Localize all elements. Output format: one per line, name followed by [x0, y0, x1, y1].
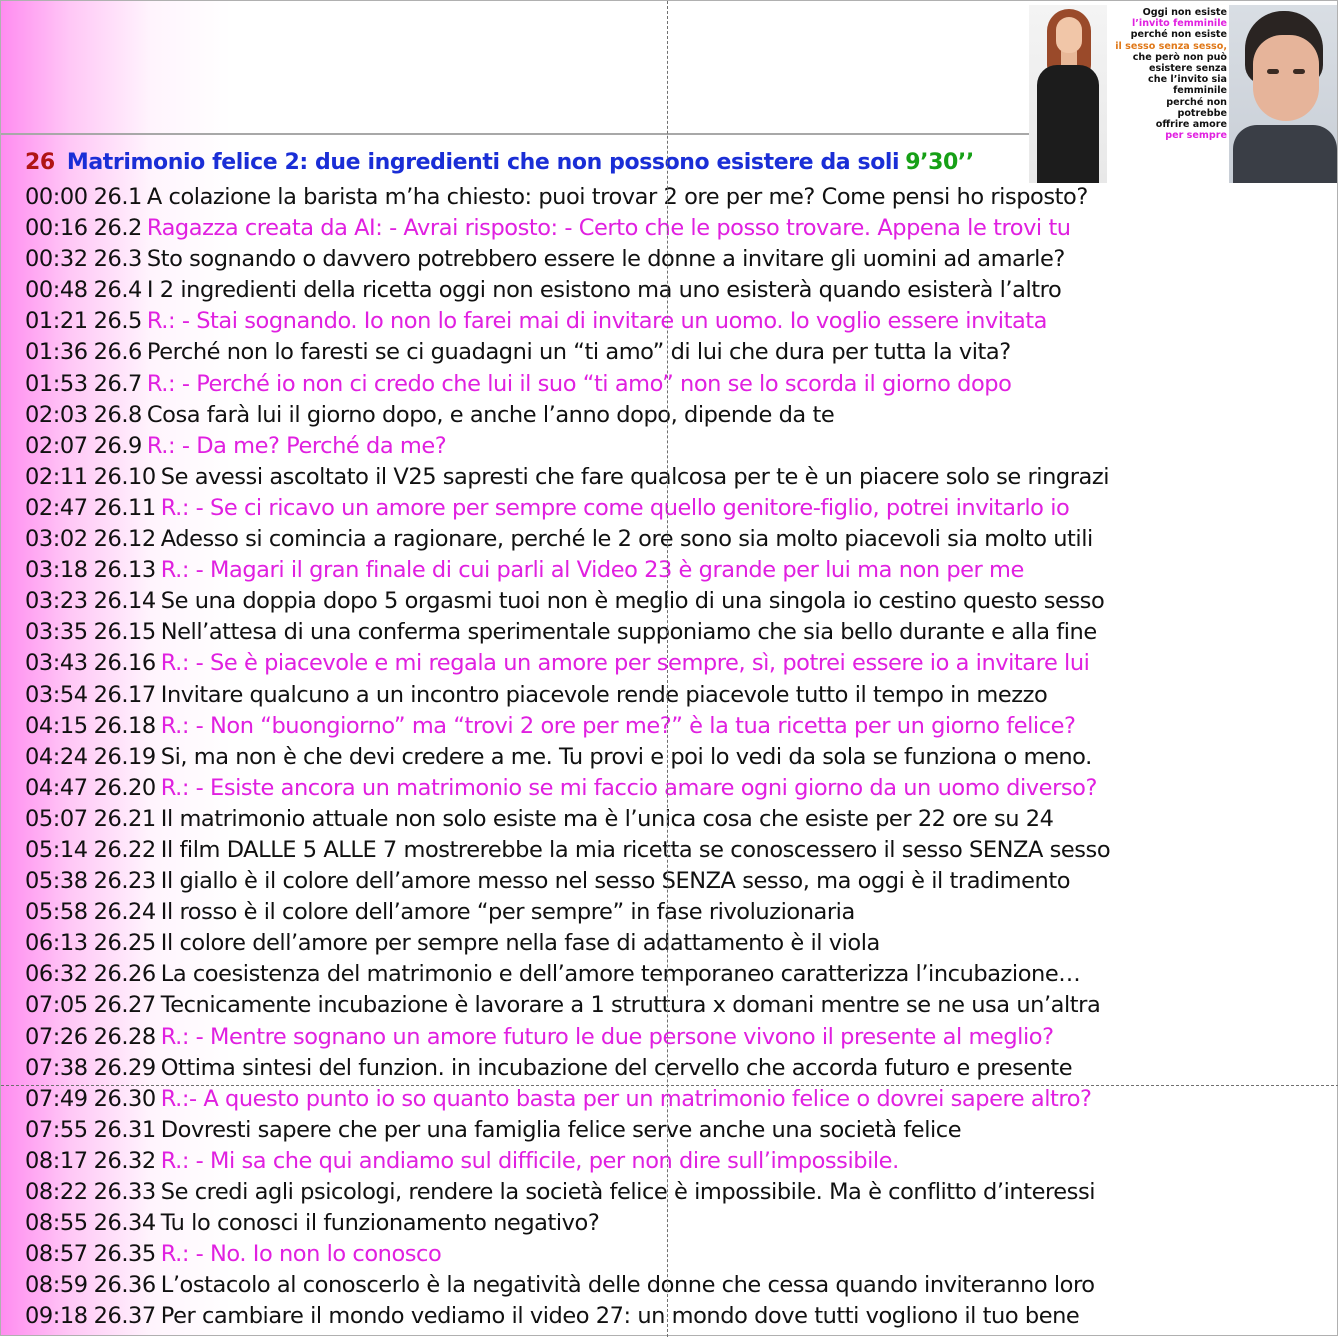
line-timestamp: 07:38	[25, 1054, 88, 1081]
speaker-text: Se avessi ascoltato il V25 sapresti che fare qualcosa per te è un piacere solo se ringrazi	[160, 463, 1110, 490]
transcript-line	[25, 493, 1110, 524]
speaker-text: Per cambiare il mondo vediamo il video 27: un mondo dove tutti vogliono il tuo bene	[160, 1303, 1080, 1330]
line-number: 26.11	[93, 494, 156, 521]
speaker-text: Il colore dell’amore per sempre nella fase di adattamento è il viola	[160, 930, 880, 957]
line-timestamp: 05:07	[25, 805, 88, 832]
line-number: 26.20	[93, 774, 156, 801]
line-number: 26.2	[93, 215, 142, 242]
speaker-text: La coesistenza del matrimonio e dell’amore temporaneo caratterizza l’incubazione…	[160, 961, 1081, 988]
transcript-line	[25, 835, 1110, 866]
line-timestamp: 02:11	[25, 463, 88, 490]
line-timestamp: 04:24	[25, 743, 88, 770]
page-title	[25, 149, 974, 177]
transcript-line	[25, 524, 1110, 555]
line-number: 26.19	[93, 743, 156, 770]
thumbnail-caption	[1109, 7, 1227, 183]
line-number: 26.29	[93, 1054, 156, 1081]
line-timestamp: 02:07	[25, 432, 88, 459]
line-number: 26.7	[93, 370, 142, 397]
transcript-line	[25, 617, 1110, 648]
line-timestamp: 03:43	[25, 650, 88, 677]
speaker-text: Sto sognando o davvero potrebbero essere le donne a invitare gli uomini ad amarle?	[146, 246, 1065, 273]
ai-reply-text: R.: - Mi sa che qui andiamo sul difficile, per non dire sull’impossibile.	[160, 1147, 899, 1174]
line-timestamp: 07:49	[25, 1085, 88, 1112]
transcript-list	[25, 182, 1110, 1332]
transcript-line	[25, 1115, 1110, 1146]
transcript-line	[25, 990, 1110, 1021]
line-number: 26.26	[93, 961, 156, 988]
transcript-line	[25, 897, 1110, 928]
line-timestamp: 03:54	[25, 681, 88, 708]
speaker-text: Il rosso è il colore dell’amore “per sempre” in fase rivoluzionaria	[160, 899, 855, 926]
line-number: 26.21	[93, 805, 156, 832]
line-timestamp: 00:48	[25, 277, 88, 304]
line-number: 26.1	[93, 184, 142, 210]
line-timestamp: 02:03	[25, 401, 88, 428]
line-number: 26.3	[93, 246, 142, 273]
line-number: 26.37	[93, 1303, 156, 1330]
line-timestamp: 03:35	[25, 619, 88, 646]
ai-reply-text: R.: - Esiste ancora un matrimonio se mi faccio amare ogni giorno da un uomo diverso?	[160, 774, 1097, 801]
ai-reply-text: R.: - No. Io non lo conosco	[160, 1241, 442, 1268]
vertical-guide-line	[667, 1, 668, 1337]
line-timestamp: 07:26	[25, 1023, 88, 1050]
transcript-line	[25, 244, 1110, 275]
speaker-text: Ottima sintesi del funzion. in incubazione del cervello che accorda futuro e presente	[160, 1054, 1073, 1081]
speaker-text: Tecnicamente incubazione è lavorare a 1 struttura x domani mentre se ne usa un’altra	[160, 992, 1101, 1019]
speaker-text: Se una doppia dopo 5 orgasmi tuoi non è meglio di una singola io cestino questo sesso	[160, 588, 1105, 615]
line-number: 26.14	[93, 588, 156, 615]
transcript-line	[25, 680, 1110, 711]
line-timestamp: 07:05	[25, 992, 88, 1019]
line-timestamp: 08:22	[25, 1179, 88, 1205]
ai-reply-text: R.: - Se ci ricavo un amore per sempre come quello genitore-figlio, potrei invitarlo io	[160, 494, 1070, 521]
transcript-line	[25, 1301, 1110, 1332]
caption-line: perché non esiste	[1130, 29, 1227, 41]
transcript-line	[25, 1146, 1110, 1177]
ai-reply-text: R.: - Magari il gran finale di cui parli al Video 23 è grande per lui ma non per me	[160, 557, 1024, 584]
speaker-text: L’ostacolo al conoscerlo è la negatività delle donne che cessa quando inviteranno loro	[160, 1272, 1095, 1299]
transcript-line	[25, 1270, 1110, 1301]
transcript-line	[25, 337, 1110, 368]
ai-reply-text: R.: - Mentre sognano un amore futuro le due persone vivono il presente al meglio?	[160, 1023, 1054, 1050]
speaker-text: Perché non lo faresti se ci guadagni un “ti amo” di lui che dura per tutta la vita?	[146, 339, 1011, 366]
line-number: 26.23	[93, 868, 156, 895]
line-number: 26.8	[93, 401, 142, 428]
caption-line: per sempre	[1165, 130, 1227, 142]
line-number: 26.4	[93, 277, 142, 304]
line-timestamp: 03:23	[25, 588, 88, 615]
line-timestamp: 08:55	[25, 1210, 88, 1237]
caption-line: che l’invito sia	[1148, 74, 1227, 86]
line-number: 26.34	[93, 1210, 156, 1237]
speaker-text: Se credi agli psicologi, rendere la società felice è impossibile. Ma è conflitto d’interessi	[160, 1179, 1096, 1205]
transcript-line	[25, 1053, 1110, 1084]
line-number: 26.12	[93, 526, 156, 553]
transcript-line	[25, 586, 1110, 617]
ai-reply-text: R.: - Da me? Perché da me?	[146, 432, 447, 459]
line-number: 26.10	[93, 463, 156, 490]
line-timestamp: 08:57	[25, 1241, 88, 1268]
transcript-line	[25, 804, 1110, 835]
caption-line: l’invito femminile	[1132, 18, 1227, 30]
line-number: 26.17	[93, 681, 156, 708]
ai-reply-text: R.: - Non “buongiorno” ma “trovi 2 ore per me?” è la tua ricetta per un giorno felice?	[160, 712, 1076, 739]
title-number: 26	[25, 150, 55, 175]
speaker-text: Dovresti sapere che per una famiglia felice serve anche una società felice	[160, 1116, 962, 1143]
transcript-line	[25, 928, 1110, 959]
speaker-text: Adesso si comincia a ragionare, perché le 2 ore sono sia molto piacevoli sia molto utili	[160, 526, 1093, 553]
line-number: 26.28	[93, 1023, 156, 1050]
transcript-line	[25, 648, 1110, 679]
title-duration: 9’30’’	[905, 150, 974, 175]
caption-line: il sesso senza sesso,	[1115, 40, 1227, 52]
ai-reply-text: R.: - Perché io non ci credo che lui il suo “ti amo” non se lo scorda il giorno dopo	[146, 370, 1012, 397]
speaker-text: Il giallo è il colore dell’amore messo nel sesso SENZA sesso, ma oggi è il tradimento	[160, 868, 1071, 895]
speaker-text: Cosa farà lui il giorno dopo, e anche l’anno dopo, dipende da te	[146, 401, 835, 428]
line-timestamp: 00:00	[25, 184, 88, 210]
title-text: Matrimonio felice 2: due ingredienti che non possono esistere da soli	[66, 150, 900, 175]
line-timestamp: 05:14	[25, 836, 88, 863]
line-number: 26.36	[93, 1272, 156, 1299]
speaker-text: Il matrimonio attuale non solo esiste ma è l’unica cosa che esiste per 22 ore su 24	[160, 805, 1054, 832]
line-number: 26.16	[93, 650, 156, 677]
speaker-text: Invitare qualcuno a un incontro piacevole rende piacevole tutto il tempo in mezzo	[160, 681, 1048, 708]
transcript-line	[25, 275, 1110, 306]
transcript-line	[25, 742, 1110, 773]
man-portrait	[1229, 5, 1337, 183]
transcript-line	[25, 400, 1110, 431]
line-timestamp: 05:58	[25, 899, 88, 926]
line-number: 26.15	[93, 619, 156, 646]
line-timestamp: 04:47	[25, 774, 88, 801]
line-number: 26.27	[93, 992, 156, 1019]
ai-reply-text: Ragazza creata da AI: - Avrai risposto: - Certo che le posso trovare. Appena le trovi tu	[146, 215, 1071, 242]
transcript-line	[25, 1239, 1110, 1270]
transcript-line	[25, 773, 1110, 804]
line-number: 26.32	[93, 1147, 156, 1174]
woman-figure	[1029, 5, 1107, 183]
transcript-line	[25, 555, 1110, 586]
line-timestamp: 06:32	[25, 961, 88, 988]
caption-line: femminile	[1173, 85, 1227, 97]
line-timestamp: 02:47	[25, 494, 88, 521]
caption-line: perché non	[1166, 96, 1227, 108]
ai-reply-text: R.: - Se è piacevole e mi regala un amore per sempre, sì, potrei essere io a invitare lui	[160, 650, 1090, 677]
line-timestamp: 00:32	[25, 246, 88, 273]
transcript-line	[25, 1208, 1110, 1239]
line-timestamp: 00:16	[25, 215, 88, 242]
speaker-text: Tu lo conosci il funzionamento negativo?	[160, 1210, 600, 1237]
speaker-text: A colazione la barista m’ha chiesto: puoi trovar 2 ore per me? Come pensi ho risposto?	[146, 184, 1088, 210]
line-number: 26.33	[93, 1179, 156, 1205]
ai-reply-text: R.: - Stai sognando. Io non lo farei mai di invitare un uomo. Io voglio essere invitata	[146, 308, 1047, 335]
transcript-line	[25, 959, 1110, 990]
transcript-line	[25, 369, 1110, 400]
line-timestamp: 08:59	[25, 1272, 88, 1299]
line-number: 26.31	[93, 1116, 156, 1143]
horizontal-guide-line	[1, 1085, 1338, 1086]
line-timestamp: 01:53	[25, 370, 88, 397]
transcript-line	[25, 711, 1110, 742]
transcript-line	[25, 1022, 1110, 1053]
line-number: 26.22	[93, 836, 156, 863]
line-timestamp: 03:02	[25, 526, 88, 553]
line-timestamp: 01:36	[25, 339, 88, 366]
line-timestamp: 06:13	[25, 930, 88, 957]
header-divider	[1, 133, 1029, 135]
transcript-line	[25, 213, 1110, 244]
speaker-text: Nell’attesa di una conferma sperimentale supponiamo che sia bello durante e alla fine	[160, 619, 1097, 646]
caption-line: esistere senza	[1149, 63, 1227, 75]
line-number: 26.5	[93, 308, 142, 335]
line-number: 26.30	[93, 1085, 156, 1112]
caption-line: offrire amore	[1155, 119, 1227, 131]
line-number: 26.18	[93, 712, 156, 739]
line-timestamp: 07:55	[25, 1116, 88, 1143]
line-timestamp: 01:21	[25, 308, 88, 335]
caption-line: che però non può	[1132, 51, 1227, 63]
video-thumbnail	[1029, 5, 1337, 183]
line-number: 26.6	[93, 339, 142, 366]
line-number: 26.35	[93, 1241, 156, 1268]
transcript-line	[25, 431, 1110, 462]
transcript-line	[25, 1177, 1110, 1208]
ai-reply-text: R.:- A questo punto io so quanto basta per un matrimonio felice o dovrei sapere altro?	[160, 1085, 1092, 1112]
caption-line: potrebbe	[1177, 107, 1227, 119]
line-number: 26.13	[93, 557, 156, 584]
speaker-text: Il film DALLE 5 ALLE 7 mostrerebbe la mia ricetta se conoscessero il sesso SENZA sesso	[160, 836, 1111, 863]
transcript-line	[25, 866, 1110, 897]
speaker-text: Si, ma non è che devi credere a me. Tu provi e poi lo vedi da sola se funziona o meno.	[160, 743, 1092, 770]
line-number: 26.25	[93, 930, 156, 957]
line-timestamp: 03:18	[25, 557, 88, 584]
transcript-line	[25, 182, 1110, 213]
line-number: 26.9	[93, 432, 142, 459]
speaker-text: I 2 ingredienti della ricetta oggi non esistono ma uno esisterà quando esisterà l’altro	[146, 277, 1062, 304]
line-number: 26.24	[93, 899, 156, 926]
transcript-line	[25, 306, 1110, 337]
line-timestamp: 09:18	[25, 1303, 88, 1330]
line-timestamp: 04:15	[25, 712, 88, 739]
caption-line: Oggi non esiste	[1142, 7, 1227, 18]
transcript-line	[25, 462, 1110, 493]
line-timestamp: 05:38	[25, 868, 88, 895]
transcript-line	[25, 1084, 1110, 1115]
line-timestamp: 08:17	[25, 1147, 88, 1174]
